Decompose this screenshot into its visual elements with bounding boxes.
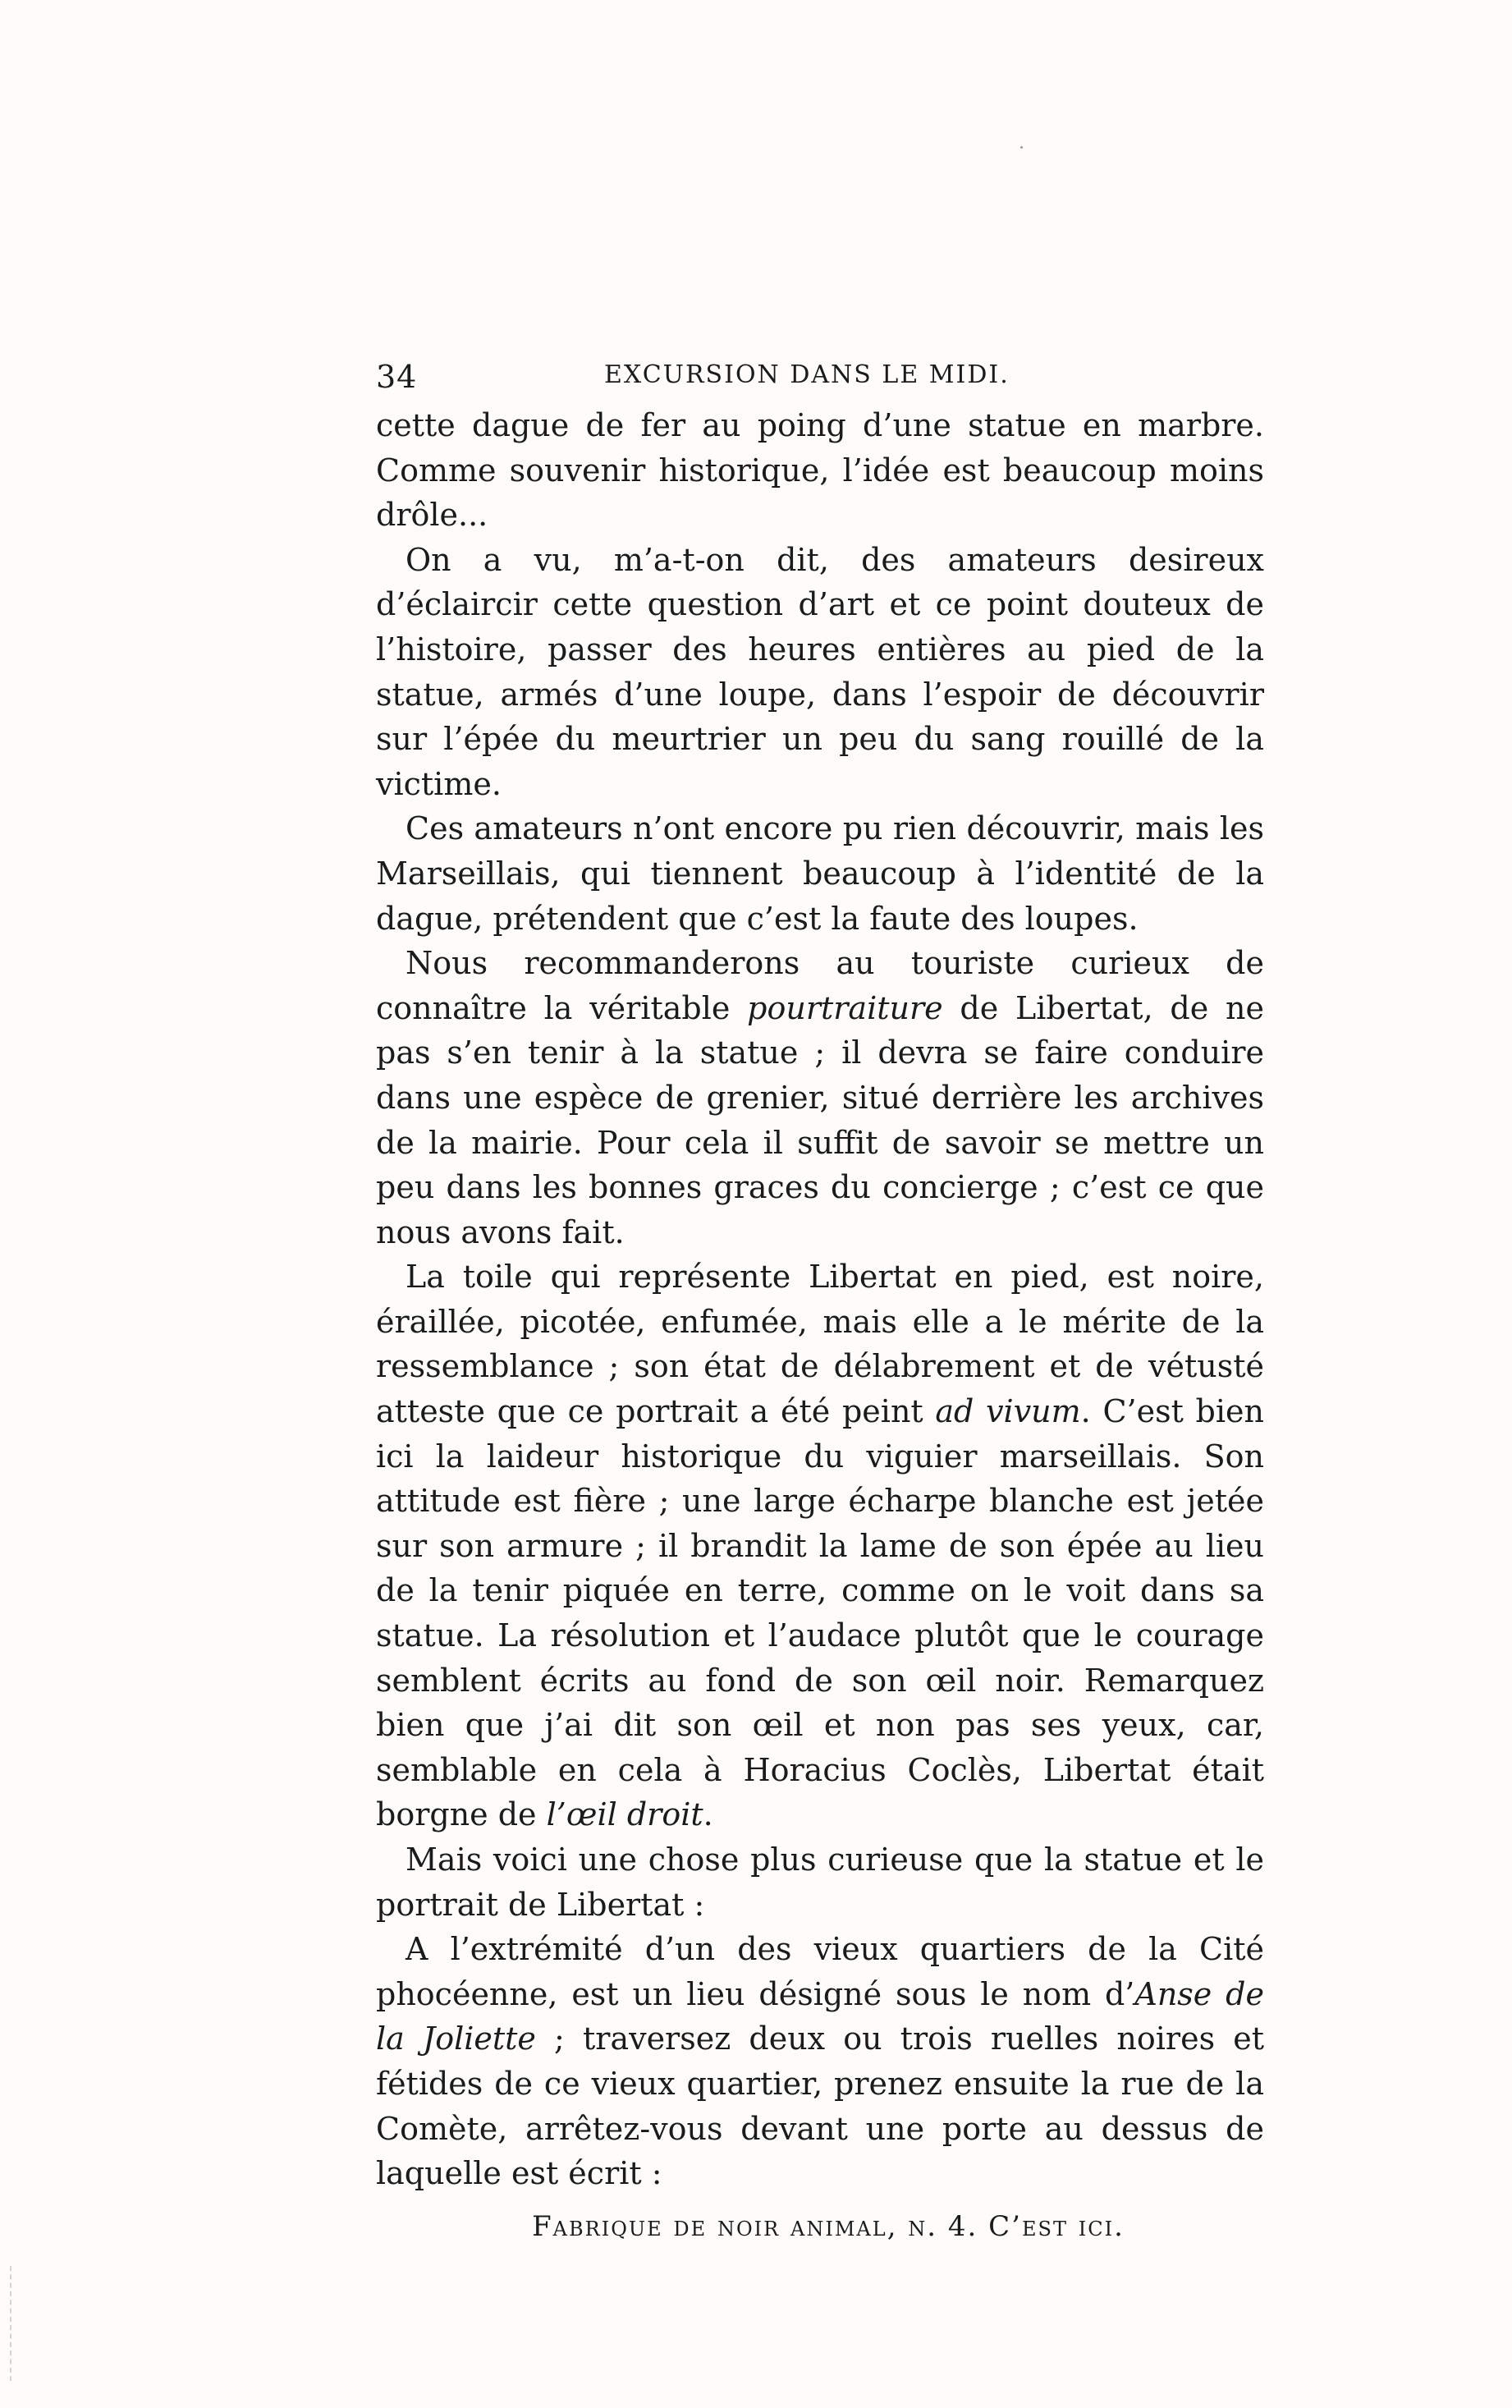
text-run: ; traversez deux ou trois ruelles noires et fétides de ce vieux quartier, prenez ensuite la rue de la Comète, arrêtez-vous devant une porte au dessus de laquelle est écrit : (376, 2020, 1264, 2192)
italic-phrase: pourtraiture (747, 989, 943, 1026)
paragraph (376, 403, 1264, 538)
text-run: . (703, 1796, 713, 1833)
sign-line: Fabrique de noir animal, n. 4. C’est ici. (532, 2209, 1125, 2243)
paragraph (376, 1254, 1264, 1837)
page-number: 34 (376, 359, 418, 395)
margin-scan-marks (10, 2266, 14, 2381)
text-run: . C’est bien ici la laideur historique du viguier marseillais. Son attitude est fière ; une large écharpe blanche est jetée sur son armure ; il brandit la lame de son épée au lieu de la tenir piquée en terre, comme on le voit dans sa statue. La résolution et l’audace plutôt que le courage semblent écrits au fond de son œil noir. Remarquez bien que j’ai dit son œil et non pas ses yeux, car, semblable en cela à Horacius Coclès, Libertat était borgne de (376, 1393, 1265, 1833)
paragraph (376, 941, 1264, 1254)
text-run: Nous recommanderons au touriste curieux de connaître la véritable (376, 945, 1264, 1026)
book-page (376, 359, 1264, 2249)
paragraph (376, 806, 1264, 941)
text-run: A l’extrémité d’un des vieux quartiers de la Cité phocéenne, est un lieu désigné sous le nom d’ (376, 1931, 1264, 2012)
paragraph (376, 1927, 1264, 2196)
text-run: cette dague de fer au poing d’une statue en marbre. Comme souvenir historique, l’idée est beaucoup moins drôle... (376, 407, 1264, 534)
running-head (376, 359, 1264, 401)
paragraph (376, 538, 1264, 807)
text-run: de Libertat, de ne pas s’en tenir à la statue ; il devra se faire conduire dans une espèce de grenier, situé derrière les archives de la mairie. Pour cela il suffit de savoir se mettre un peu dans les bonnes graces du concierge ; c’est ce que nous avons fait. (376, 989, 1264, 1250)
text-run: Ces amateurs n’ont encore pu rien découvrir, mais les Marseillais, qui tiennent beaucoup à l’identité de la dague, prétendent que c’est la faute des loupes. (376, 810, 1264, 937)
running-title: EXCURSION DANS LE MIDI. (604, 360, 1010, 389)
text-run: On a vu, m’a-t-on dit, des amateurs desireux d’éclaircir cette question d’art et ce point douteux de l’histoire, passer des heures entières au pied de la statue, armés d’une loupe, dans l’espoir de découvrir sur l’épée du meurtrier un peu du sang rouillé de la victime. (376, 541, 1264, 802)
speck-top (1020, 146, 1023, 149)
italic-phrase: l’œil droit (546, 1796, 703, 1833)
italic-phrase: ad vivum (935, 1393, 1081, 1430)
text-run: Mais voici une chose plus curieuse que la statue et le portrait de Libertat : (376, 1842, 1264, 1923)
paragraph (376, 1837, 1264, 1927)
text-run: La toile qui représente Libertat en pied, est noire, éraillée, picotée, enfumée, mais elle a le mérite de la ressemblance ; son état de délabrement et de vétusté atteste que ce portrait a été peint (376, 1259, 1264, 1430)
italic-phrase: Anse de la Joliette (376, 1975, 1264, 2057)
body-text (376, 403, 1264, 2196)
